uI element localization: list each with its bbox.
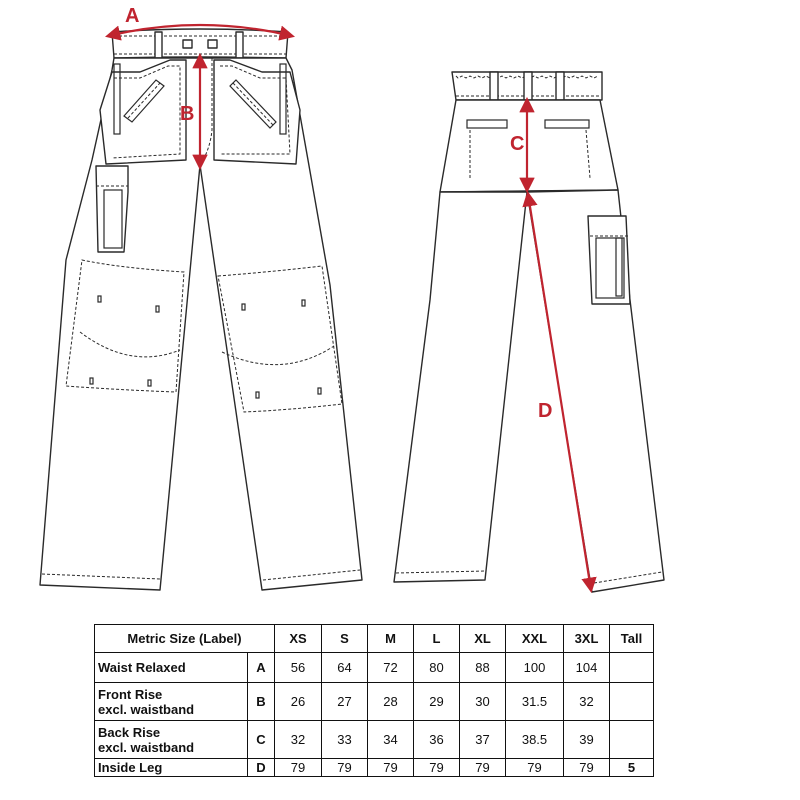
table-cell: 80 (414, 653, 460, 683)
measurement-c-label: C (510, 133, 525, 155)
table-header-row (95, 625, 654, 653)
row-name-line1: Waist Relaxed (98, 660, 186, 675)
table-row (95, 653, 654, 683)
measurement-b-label: B (180, 103, 195, 125)
measurement-a-label: A (125, 5, 140, 27)
table-cell: 31.5 (506, 683, 564, 721)
row-name-line2: excl. waistband (98, 701, 195, 717)
row-code: C (248, 721, 275, 759)
table-cell: 5 (610, 759, 654, 777)
belt-loop (155, 32, 162, 58)
size-header: M (368, 625, 414, 653)
table-cell: 64 (322, 653, 368, 683)
row-name-line1: Inside Leg (98, 760, 163, 775)
measurement-d-label: D (538, 400, 553, 422)
row-code: D (248, 759, 275, 777)
front-pocket-left (100, 60, 186, 164)
back-seat (440, 100, 618, 192)
back-left-leg (394, 192, 527, 582)
table-cell: 26 (275, 683, 322, 721)
table-cell: 32 (275, 721, 322, 759)
table-cell: 79 (506, 759, 564, 777)
table-cell: 34 (368, 721, 414, 759)
header-label: Metric Size (Label) (95, 625, 275, 653)
table-row (95, 759, 654, 777)
row-name (95, 759, 248, 777)
thigh-pocket (96, 166, 128, 252)
table-cell: 29 (414, 683, 460, 721)
table-cell: 79 (322, 759, 368, 777)
table-cell: 33 (322, 721, 368, 759)
table-cell: 37 (460, 721, 506, 759)
front-pocket-right (214, 60, 300, 164)
size-header: S (322, 625, 368, 653)
table-row (95, 721, 654, 759)
table-cell: 39 (564, 721, 610, 759)
table-cell: 56 (275, 653, 322, 683)
size-header: L (414, 625, 460, 653)
row-name-line1: Back Rise (98, 724, 161, 740)
table-cell: 32 (564, 683, 610, 721)
table-cell: 79 (460, 759, 506, 777)
row-name (95, 653, 248, 683)
table-cell (610, 683, 654, 721)
size-header: XXL (506, 625, 564, 653)
table-row (95, 683, 654, 721)
belt-loop (236, 32, 243, 58)
table-cell: 79 (368, 759, 414, 777)
row-name-line2: excl. waistband (98, 739, 195, 755)
size-header: 3XL (564, 625, 610, 653)
table-cell: 104 (564, 653, 610, 683)
table-cell: 72 (368, 653, 414, 683)
size-header: XL (460, 625, 506, 653)
table-cell: 79 (275, 759, 322, 777)
table-cell: 79 (564, 759, 610, 777)
row-code: A (248, 653, 275, 683)
table-cell: 79 (414, 759, 460, 777)
table-cell: 27 (322, 683, 368, 721)
table-cell: 30 (460, 683, 506, 721)
size-header: XS (275, 625, 322, 653)
back-view (394, 72, 664, 592)
row-name (95, 721, 248, 759)
table-cell (610, 721, 654, 759)
table-cell: 28 (368, 683, 414, 721)
table-cell: 38.5 (506, 721, 564, 759)
table-cell: 36 (414, 721, 460, 759)
row-name-line1: Front Rise (98, 686, 163, 702)
row-code: B (248, 683, 275, 721)
row-name (95, 683, 248, 721)
table-cell (610, 653, 654, 683)
table-cell: 100 (506, 653, 564, 683)
size-table (94, 624, 654, 777)
table-cell: 88 (460, 653, 506, 683)
size-header: Tall (610, 625, 654, 653)
